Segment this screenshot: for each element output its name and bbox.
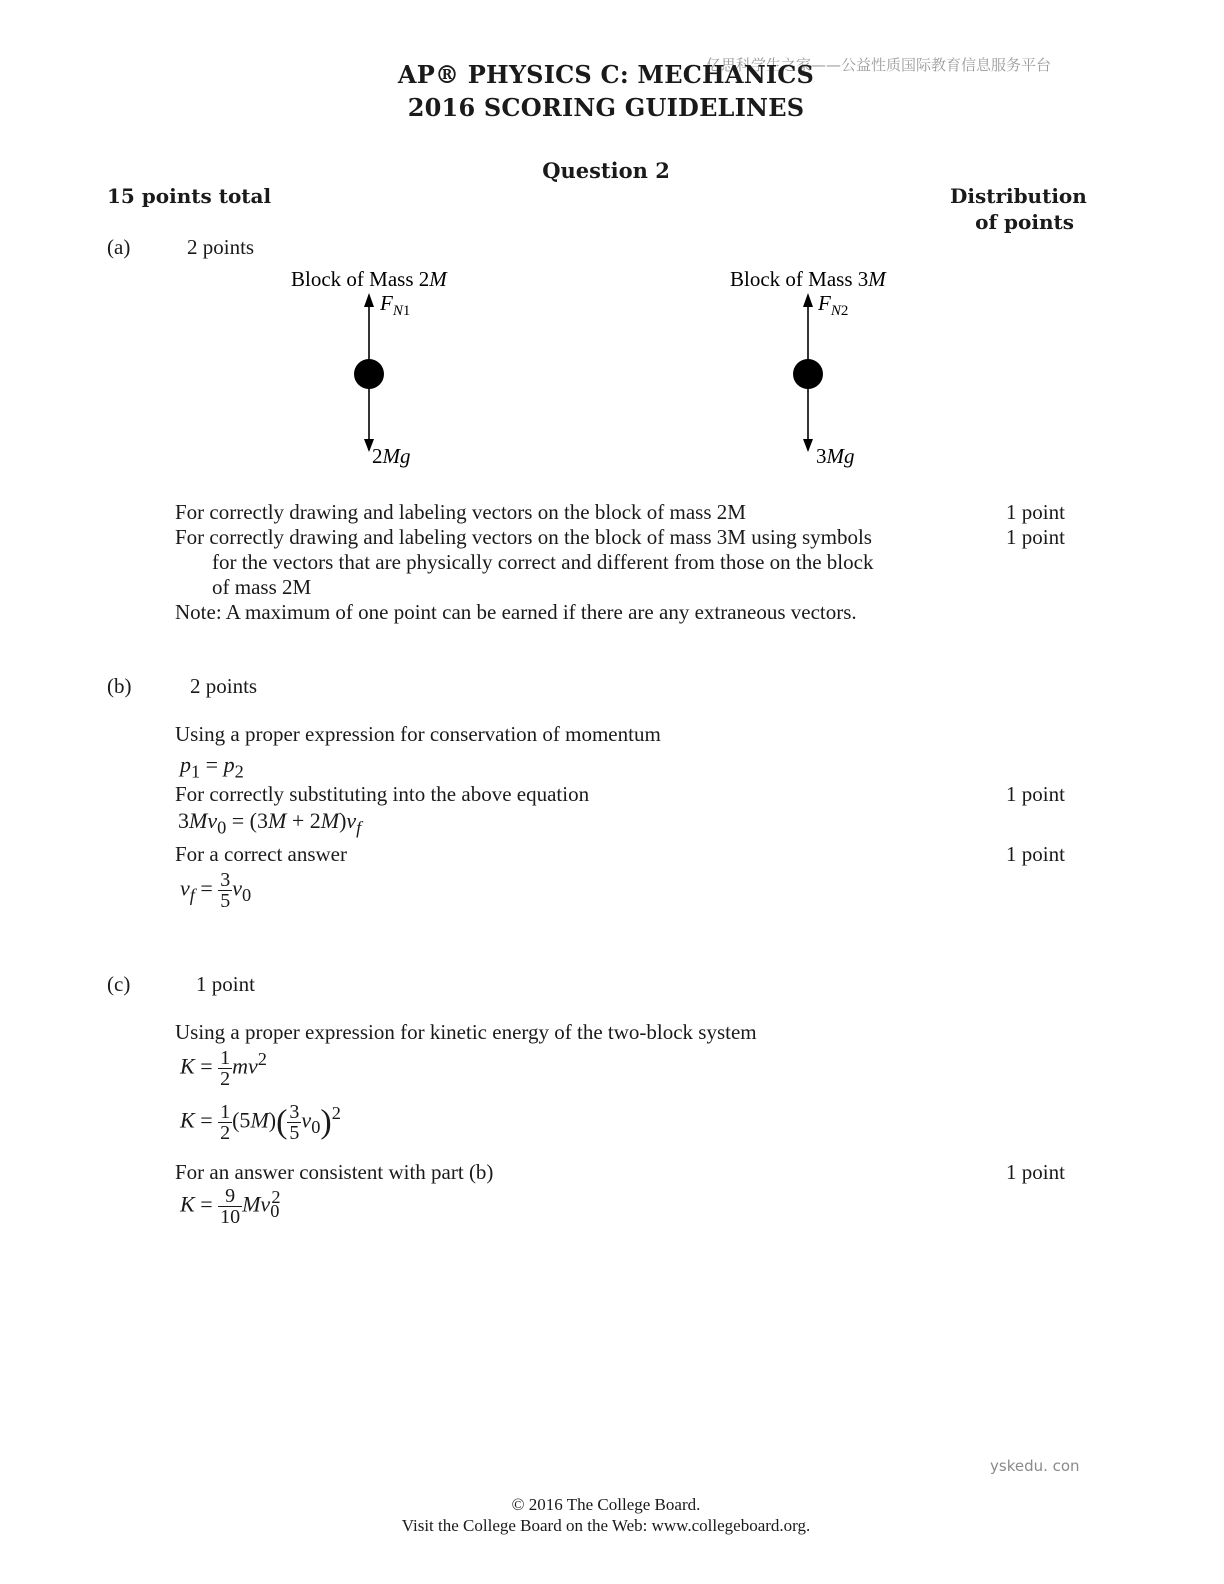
footer-copyright: © 2016 The College Board. xyxy=(511,1495,701,1514)
part-a-criterion-2-points: 1 point xyxy=(1006,525,1065,549)
part-b-equation-2: $3Mv_0 = (3M + 2M)v_f$ xyxy=(178,808,362,838)
footer-website: Visit the College Board on the Web: www.collegeboard.org. xyxy=(401,1516,811,1535)
part-b-line-1: Using a proper expression for conservation of momentum xyxy=(175,722,661,746)
fbd-right-block-dot xyxy=(793,359,823,389)
distribution-heading-line-2: of points xyxy=(975,210,1074,234)
part-b-equation-3: $v_f$ = $\frac{3}{5}$ $v_0$ xyxy=(180,869,252,912)
part-c-equation-1: K = $\frac{1}{2}$ $mv^2$ xyxy=(180,1047,267,1090)
points-total: 15 points total xyxy=(107,184,272,208)
fbd-left-block-dot xyxy=(354,359,384,389)
fbd-left-title: Block of Mass 2M xyxy=(291,267,447,291)
part-a-criterion-1: For correctly drawing and labeling vectors on the block of mass 2M xyxy=(175,500,746,524)
part-c-line-2: For an answer consistent with part (b) xyxy=(175,1160,494,1184)
part-c-points: 1 point xyxy=(196,972,255,996)
part-b-label: (b) xyxy=(107,674,132,698)
fbd-right-weight-label: 3Mg xyxy=(816,444,855,468)
fbd-left-normal-label: $F_N1$ xyxy=(380,291,411,319)
part-a-points: 2 points xyxy=(187,235,255,259)
part-c-equation-3: K = $\frac{9}{10}$ $Mv_0^2$ xyxy=(180,1185,281,1228)
part-a-note: Note: A maximum of one point can be earned if there are any extraneous vectors. xyxy=(175,600,857,624)
part-c-line-2-points: 1 point xyxy=(1006,1160,1065,1184)
part-a-label: (a) xyxy=(107,235,131,259)
distribution-heading-line-1: Distribution xyxy=(950,184,1087,208)
part-b-line-3-points: 1 point xyxy=(1006,842,1065,866)
part-b-points: 2 points xyxy=(190,674,258,698)
watermark-text: 亿思科学生之家——公益性质国际教育信息服务平台 xyxy=(706,56,1052,74)
part-b-equation-1: $p_1 = p_2$ xyxy=(180,752,244,782)
part-a-criterion-2-line-1: For correctly drawing and labeling vectors on the block of mass 3M using symbols xyxy=(175,525,872,549)
fbd-left-weight-label: 2Mg xyxy=(372,444,411,468)
title-line-2: 2016 SCORING GUIDELINES xyxy=(407,93,805,122)
part-b-line-2-points: 1 point xyxy=(1006,782,1065,806)
fbd-block-3m xyxy=(730,267,887,468)
site-mark: yskedu. con xyxy=(990,1457,1080,1475)
part-c-label: (c) xyxy=(107,972,131,996)
title-line-1: AP® PHYSICS C: MECHANICS xyxy=(397,60,815,89)
fbd-right-title: Block of Mass 3M xyxy=(730,267,886,291)
part-b-line-3: For a correct answer xyxy=(175,842,347,866)
part-b-line-2: For correctly substituting into the above equation xyxy=(175,782,590,806)
part-a-criterion-2-line-2: for the vectors that are physically correct and different from those on the block xyxy=(212,550,874,574)
part-a-criterion-1-points: 1 point xyxy=(1006,500,1065,524)
part-c-line-1: Using a proper expression for kinetic energy of the two-block system xyxy=(175,1020,757,1044)
part-a-criterion-2-line-3: of mass 2M xyxy=(212,575,312,599)
fbd-right-normal-label: $F_N2$ xyxy=(818,291,849,319)
free-body-diagrams xyxy=(0,0,1224,480)
part-c-equation-2: K = $\frac{1}{2}$ (5M)( $\frac{3}{5}$ $v_0)^2$ xyxy=(180,1101,341,1144)
question-heading: Question 2 xyxy=(542,158,670,183)
fbd-block-2m xyxy=(291,267,448,468)
